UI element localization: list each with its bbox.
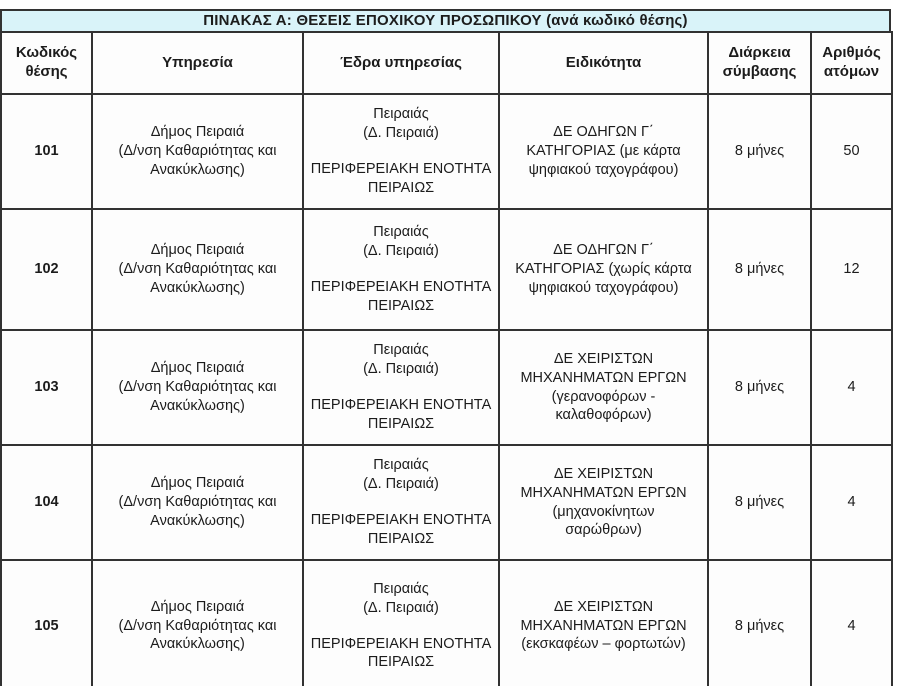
service-name: Δήμος Πειραιά	[150, 242, 245, 259]
service-department: (Δ/νση Καθαριότητας και Ανακύκλωσης)	[118, 617, 277, 653]
cell-service-seat	[303, 560, 499, 686]
seat-city: Πειραιάς	[373, 106, 429, 123]
cell-person-count: 50	[811, 94, 892, 209]
cell-position-code: 105	[1, 560, 92, 686]
seat-region: ΠΕΡΙΦΕΡΕΙΑΚΗ ΕΝΟΤΗΤΑ ΠΕΙΡΑΙΩΣ	[310, 161, 492, 196]
seat-region: ΠΕΡΙΦΕΡΕΙΑΚΗ ΕΝΟΤΗΤΑ ΠΕΙΡΑΙΩΣ	[310, 397, 492, 432]
seasonal-positions-table	[0, 31, 893, 686]
cell-specialty: ΔΕ ΧΕΙΡΙΣΤΩΝ ΜΗΧΑΝΗΜΑΤΩΝ ΕΡΓΩΝ (γερανοφόρων - καλαθοφόρων)	[499, 330, 708, 445]
service-name: Δήμος Πειραιά	[150, 124, 245, 141]
cell-person-count: 4	[811, 330, 892, 445]
positions-document	[0, 9, 891, 686]
seat-region: ΠΕΡΙΦΕΡΕΙΑΚΗ ΕΝΟΤΗΤΑ ΠΕΙΡΑΙΩΣ	[310, 512, 492, 547]
service-name: Δήμος Πειραιά	[150, 598, 245, 615]
cell-specialty: ΔΕ ΟΔΗΓΩΝ Γ΄ ΚΑΤΗΓΟΡΙΑΣ (με κάρτα ψηφιακού ταχογράφου)	[499, 94, 708, 209]
cell-specialty: ΔΕ ΧΕΙΡΙΣΤΩΝ ΜΗΧΑΝΗΜΑΤΩΝ ΕΡΓΩΝ (μηχανοκίνητων σαρώθρων)	[499, 445, 708, 560]
service-name: Δήμος Πειραιά	[150, 475, 245, 492]
cell-service	[92, 560, 303, 686]
seat-region: ΠΕΡΙΦΕΡΕΙΑΚΗ ΕΝΟΤΗΤΑ ΠΕΙΡΑΙΩΣ	[310, 279, 492, 314]
col-header-service-seat: Έδρα υπηρεσίας	[303, 32, 499, 94]
seat-city: Πειραιάς	[373, 457, 429, 474]
seat-municipality: (Δ. Πειραιά)	[363, 125, 439, 142]
service-department: (Δ/νση Καθαριότητας και Ανακύκλωσης)	[118, 494, 277, 529]
service-name: Δήμος Πειραιά	[150, 360, 245, 377]
table-row	[1, 94, 892, 209]
header-row	[1, 32, 892, 94]
col-header-person-count: Αριθμός ατόμων	[811, 32, 892, 94]
service-department: (Δ/νση Καθαριότητας και Ανακύκλωσης)	[118, 379, 277, 414]
col-header-position-code: Κωδικός θέσης	[1, 32, 92, 94]
seat-city: Πειραιάς	[373, 342, 429, 359]
cell-position-code: 104	[1, 445, 92, 560]
cell-person-count: 4	[811, 445, 892, 560]
cell-contract-duration: 8 μήνες	[708, 560, 811, 686]
cell-specialty: ΔΕ ΧΕΙΡΙΣΤΩΝ ΜΗΧΑΝΗΜΑΤΩΝ ΕΡΓΩΝ (εκσκαφέων – φορτωτών)	[499, 560, 708, 686]
seat-municipality: (Δ. Πειραιά)	[363, 476, 439, 493]
seat-city: Πειραιάς	[373, 580, 429, 597]
cell-service	[92, 209, 303, 330]
seat-municipality: (Δ. Πειραιά)	[363, 599, 439, 616]
table-title: ΠΙΝΑΚΑΣ Α: ΘΕΣΕΙΣ ΕΠΟΧΙΚΟΥ ΠΡΟΣΩΠΙΚΟΥ (ανά κωδικό θέσης)	[0, 9, 891, 33]
cell-service-seat	[303, 94, 499, 209]
cell-service	[92, 445, 303, 560]
table-row	[1, 560, 892, 686]
cell-contract-duration: 8 μήνες	[708, 330, 811, 445]
col-header-service: Υπηρεσία	[92, 32, 303, 94]
cell-position-code: 101	[1, 94, 92, 209]
cell-position-code: 102	[1, 209, 92, 330]
table-row	[1, 445, 892, 560]
cell-position-code: 103	[1, 330, 92, 445]
seat-municipality: (Δ. Πειραιά)	[363, 361, 439, 378]
cell-contract-duration: 8 μήνες	[708, 94, 811, 209]
cell-person-count: 4	[811, 560, 892, 686]
cell-service-seat	[303, 330, 499, 445]
cell-service	[92, 330, 303, 445]
cell-contract-duration: 8 μήνες	[708, 209, 811, 330]
cell-person-count: 12	[811, 209, 892, 330]
cell-service-seat	[303, 209, 499, 330]
col-header-contract-duration: Διάρκεια σύμβασης	[708, 32, 811, 94]
seat-region: ΠΕΡΙΦΕΡΕΙΑΚΗ ΕΝΟΤΗΤΑ ΠΕΙΡΑΙΩΣ	[310, 635, 492, 671]
table-row	[1, 330, 892, 445]
cell-service	[92, 94, 303, 209]
table-row	[1, 209, 892, 330]
service-department: (Δ/νση Καθαριότητας και Ανακύκλωσης)	[118, 143, 277, 178]
service-department: (Δ/νση Καθαριότητας και Ανακύκλωσης)	[118, 261, 277, 296]
seat-city: Πειραιάς	[373, 224, 429, 241]
cell-contract-duration: 8 μήνες	[708, 445, 811, 560]
col-header-specialty: Ειδικότητα	[499, 32, 708, 94]
cell-specialty: ΔΕ ΟΔΗΓΩΝ Γ΄ ΚΑΤΗΓΟΡΙΑΣ (χωρίς κάρτα ψηφιακού ταχογράφου)	[499, 209, 708, 330]
seat-municipality: (Δ. Πειραιά)	[363, 243, 439, 260]
cell-service-seat	[303, 445, 499, 560]
